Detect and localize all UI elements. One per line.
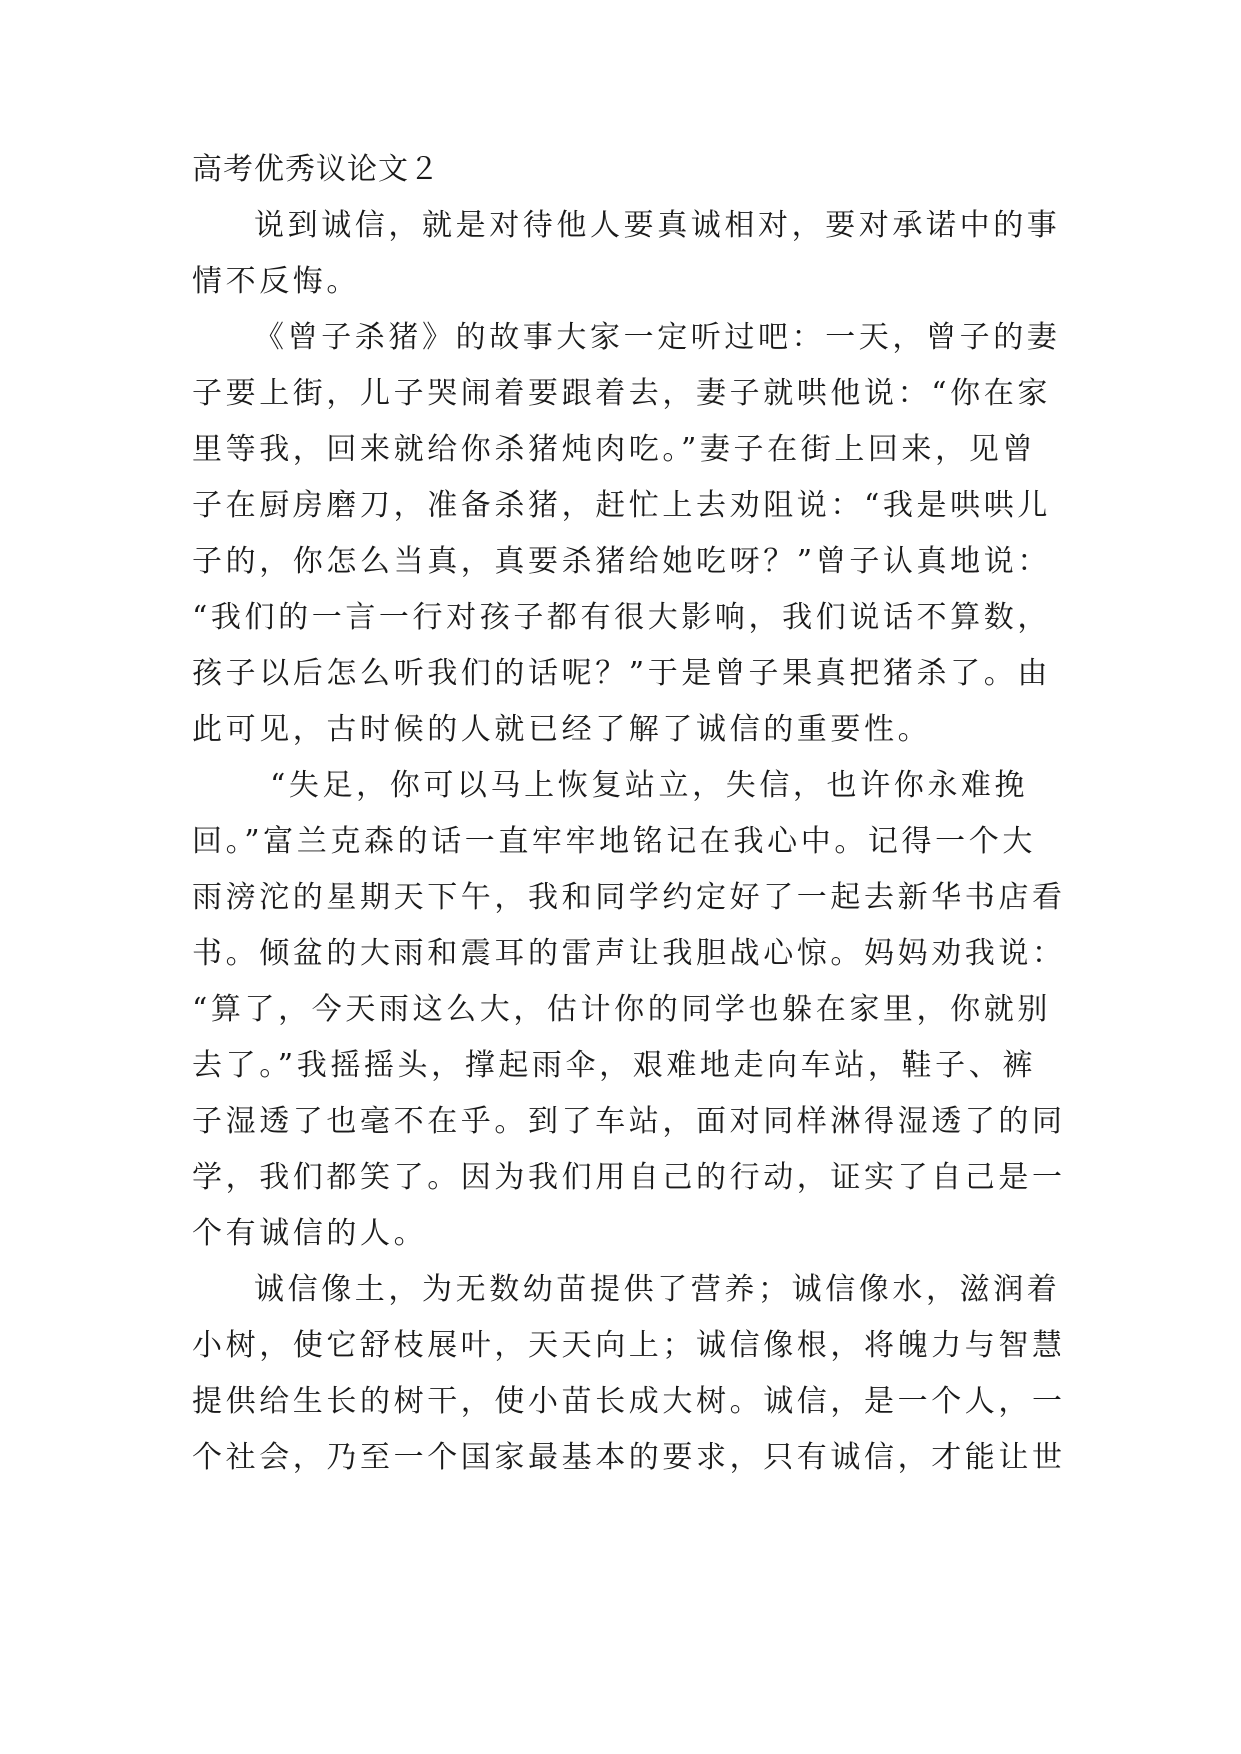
- paragraph-line: “我们的一言一行对孩子都有很大影响，我们说话不算数，: [192, 600, 1051, 635]
- paragraph-line: 《曾子杀猪》的故事大家一定听过吧：一天，曾子的妻: [254, 320, 1061, 355]
- paragraph-line: 情不反悔。: [192, 264, 360, 299]
- paragraph-line: 孩子以后怎么听我们的话呢？”于是曾子果真把猪杀了。由: [192, 656, 1051, 691]
- paragraph-line: 个社会，乃至一个国家最基本的要求，只有诚信，才能让世: [192, 1440, 1066, 1475]
- document-title: 高考优秀议论文２: [192, 152, 440, 187]
- paragraph-line: 小树，使它舒枝展叶，天天向上；诚信像根，将魄力与智慧: [192, 1328, 1066, 1363]
- paragraph-line: 学，我们都笑了。因为我们用自己的行动，证实了自己是一: [192, 1160, 1066, 1195]
- paragraph-line: 子在厨房磨刀，准备杀猪，赶忙上去劝阻说：“我是哄哄儿: [192, 488, 1051, 523]
- paragraph-line: 说到诚信，就是对待他人要真诚相对，要对承诺中的事: [254, 208, 1061, 243]
- paragraph-line: “算了，今天雨这么大，估计你的同学也躲在家里，你就别: [192, 992, 1051, 1027]
- paragraph-line: 诚信像土，为无数幼苗提供了营养；诚信像水，滋润着: [254, 1272, 1061, 1307]
- paragraph-line: 书。倾盆的大雨和震耳的雷声让我胆战心惊。妈妈劝我说：: [192, 936, 1066, 971]
- paragraph-line: 里等我，回来就给你杀猪炖肉吃。”妻子在街上回来，见曾: [192, 432, 1036, 467]
- paragraph-line: 子要上街，儿子哭闹着要跟着去，妻子就哄他说：“你在家: [192, 376, 1051, 411]
- paragraph-line: 回。”富兰克森的话一直牢牢地铭记在我心中。记得一个大: [192, 824, 1036, 859]
- paragraph-line: 个有诚信的人。: [192, 1216, 428, 1251]
- paragraph-line: 雨滂沱的星期天下午，我和同学约定好了一起去新华书店看: [192, 880, 1066, 915]
- paragraph-line: 子湿透了也毫不在乎。到了车站，面对同样淋得湿透了的同: [192, 1104, 1066, 1139]
- paragraph-line: 此可见，古时候的人就已经了解了诚信的重要性。: [192, 712, 932, 747]
- paragraph-line: “失足，你可以马上恢复站立，失信，也许你永难挽: [270, 768, 1029, 803]
- paragraph-line: 去了。”我摇摇头，撑起雨伞，艰难地走向车站，鞋子、裤: [192, 1048, 1036, 1083]
- paragraph-line: 子的，你怎么当真，真要杀猪给她吃呀？”曾子认真地说：: [192, 544, 1051, 579]
- paragraph-line: 提供给生长的树干，使小苗长成大树。诚信，是一个人，一: [192, 1384, 1066, 1419]
